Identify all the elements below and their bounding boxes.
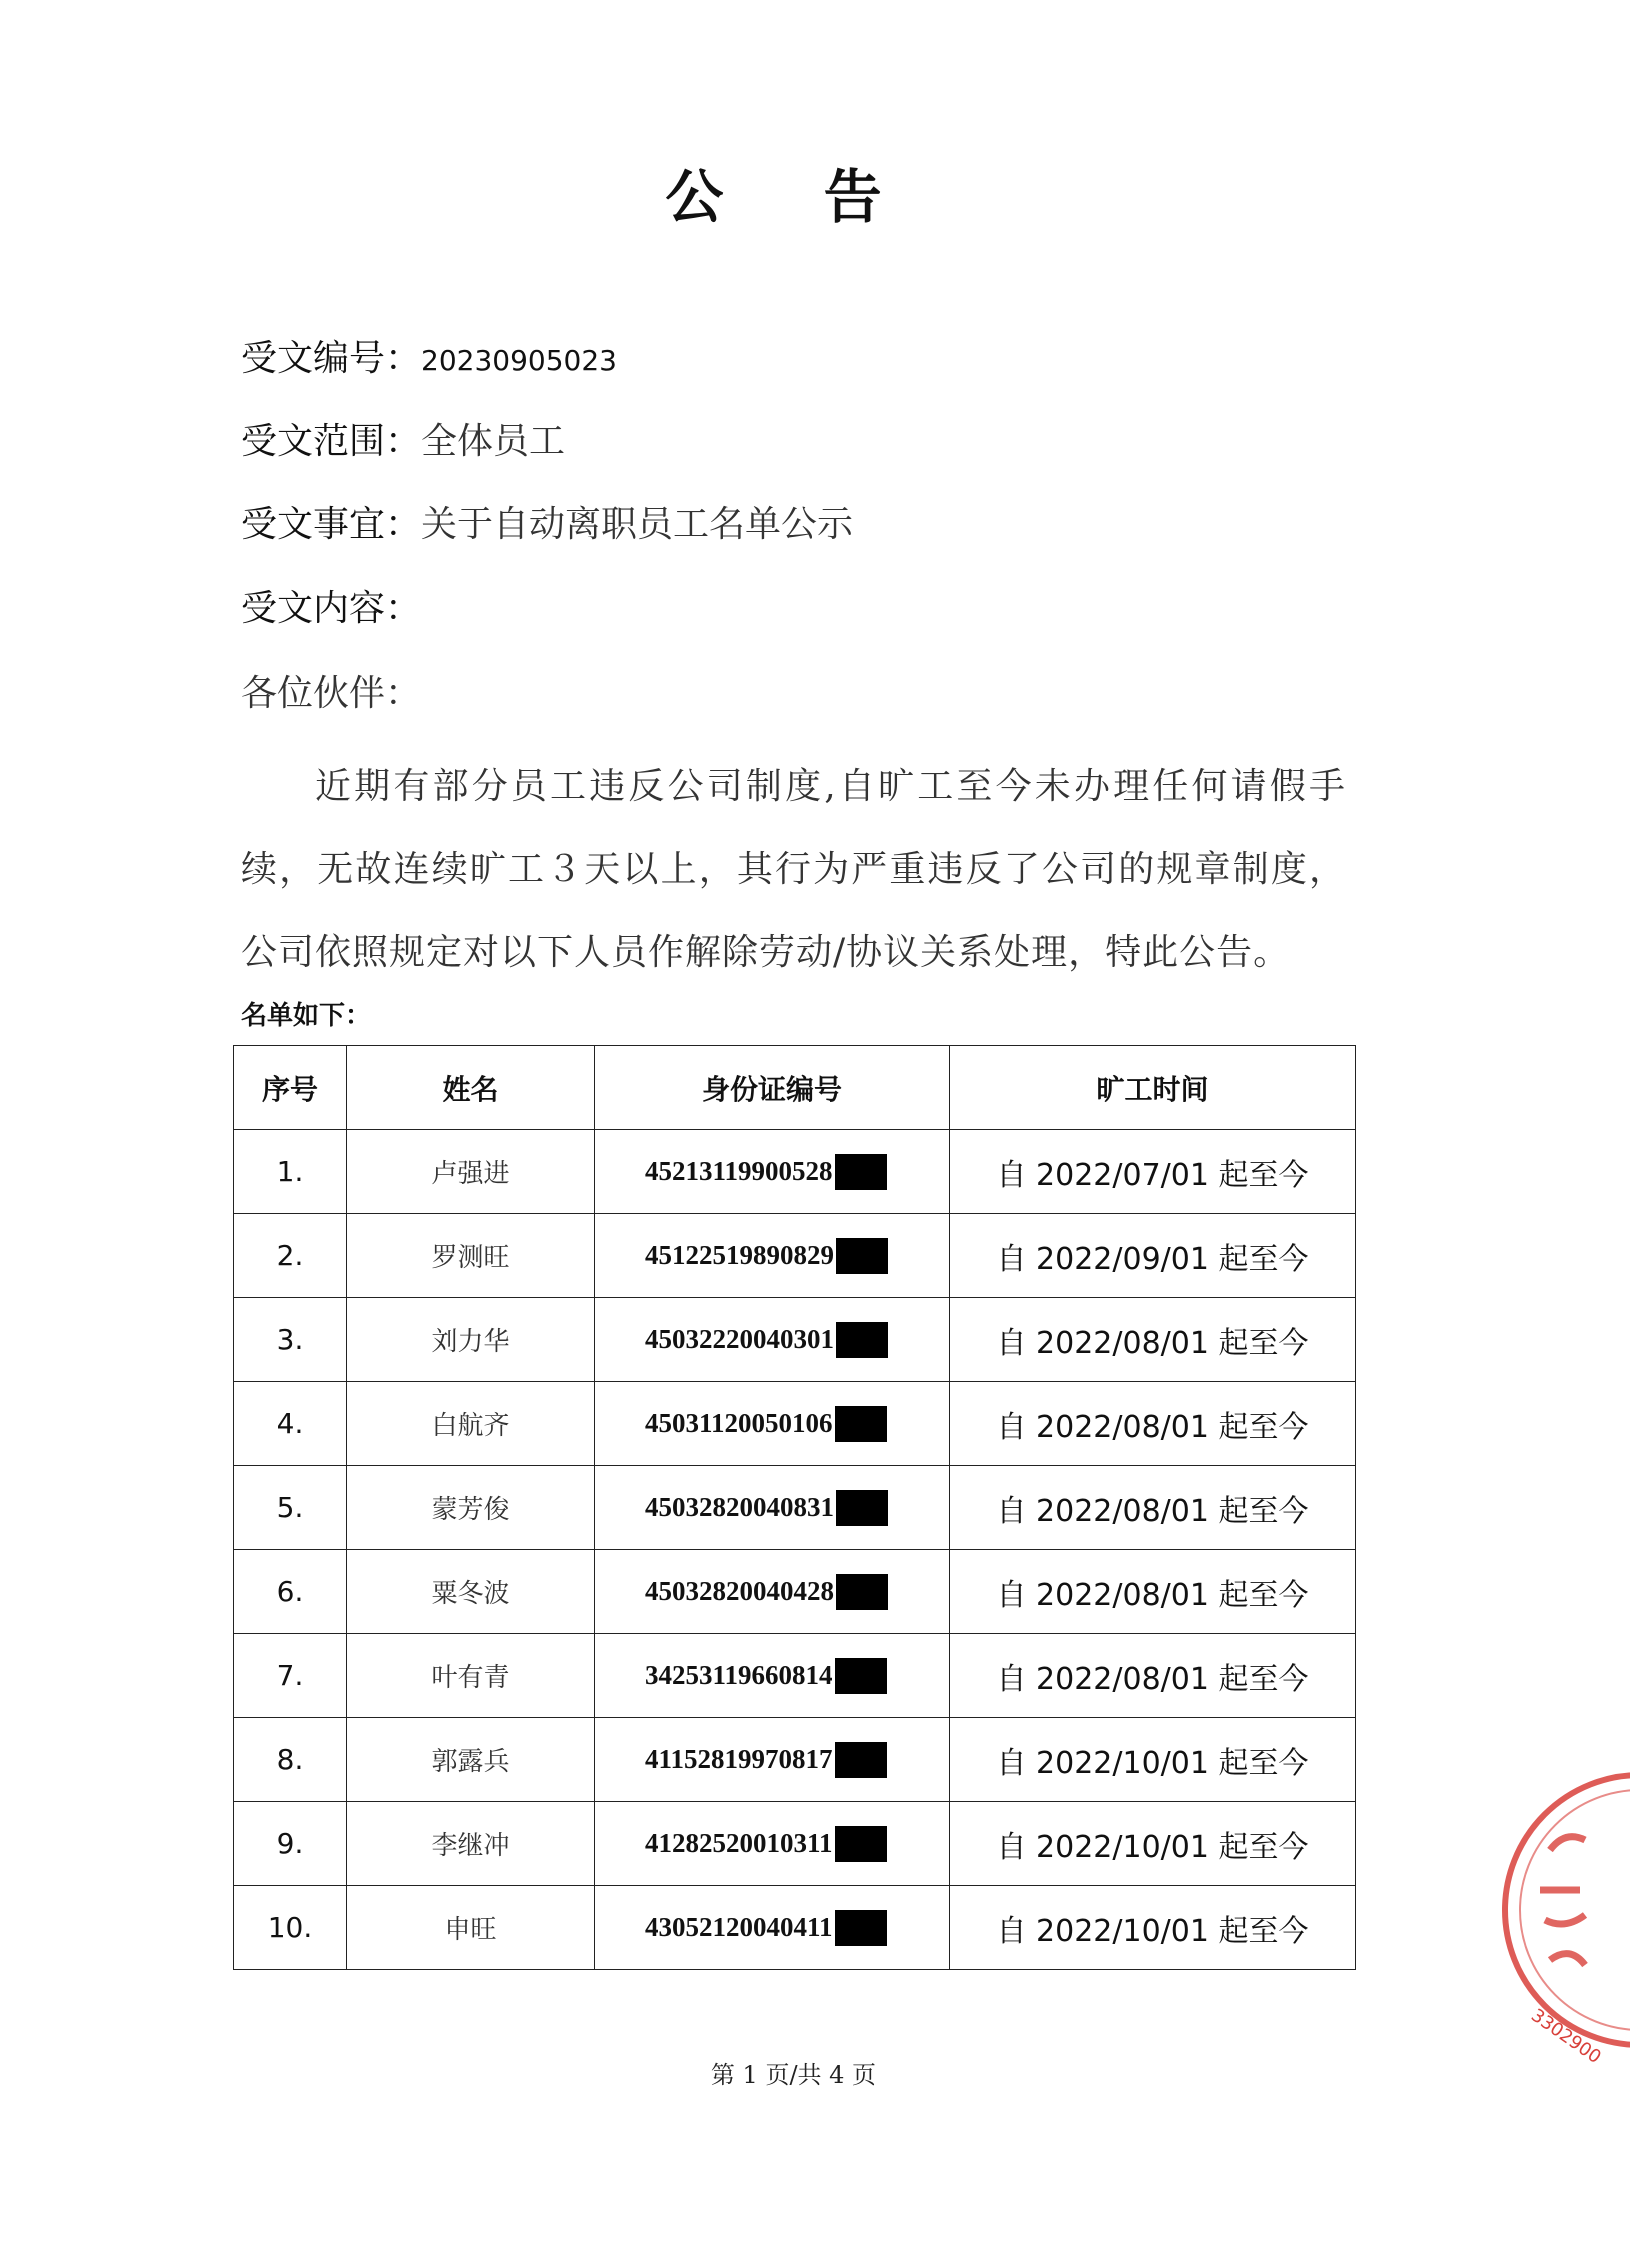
- list-label: 名单如下：: [241, 1001, 372, 1031]
- scope-value: 全体员工: [421, 421, 566, 462]
- row-name: 叶有青: [347, 1634, 595, 1718]
- row-name: 刘力华: [347, 1298, 595, 1382]
- row-id: [595, 1130, 950, 1214]
- table-body: [234, 1130, 1356, 1970]
- row-seq: 1.: [234, 1130, 347, 1214]
- row-seq: 6.: [234, 1550, 347, 1634]
- content-label: 受文内容：: [241, 588, 422, 629]
- row-id: [595, 1298, 950, 1382]
- row-absence: 自 2022/08/01 起至今: [950, 1550, 1356, 1634]
- table-row: [234, 1550, 1356, 1634]
- row-id-digits: 45032220040301: [645, 1324, 834, 1354]
- row-id: [595, 1886, 950, 1970]
- redaction-bar: [836, 1490, 888, 1526]
- row-id-digits: 45122519890829: [645, 1240, 834, 1270]
- content-line: [241, 580, 421, 631]
- row-seq: 7.: [234, 1634, 347, 1718]
- row-absence: 自 2022/10/01 起至今: [950, 1886, 1356, 1970]
- row-id-digits: 45213119900528: [645, 1156, 833, 1186]
- notice-paragraph: 近期有部分员工违反公司制度,自旷工至今未办理任何请假手续，无故连续旷工３天以上，其行为严重违反了公司的规章制度，公司依照规定对以下人员作解除劳动/协议关系处理，特此公告。: [241, 766, 1346, 973]
- header-absence: 旷工时间: [950, 1046, 1356, 1130]
- row-id: [595, 1466, 950, 1550]
- row-id-digits: 45031120050106: [645, 1408, 833, 1438]
- redaction-bar: [835, 1406, 887, 1442]
- row-seq: 9.: [234, 1802, 347, 1886]
- row-name: 罗测旺: [347, 1214, 595, 1298]
- redaction-bar: [835, 1742, 887, 1778]
- row-name: 粟冬波: [347, 1550, 595, 1634]
- row-absence: 自 2022/07/01 起至今: [950, 1130, 1356, 1214]
- table-row: [234, 1298, 1356, 1382]
- table-row: [234, 1718, 1356, 1802]
- row-name: 郭露兵: [347, 1718, 595, 1802]
- redaction-bar: [836, 1238, 888, 1274]
- row-seq: 2.: [234, 1214, 347, 1298]
- table-row: [234, 1214, 1356, 1298]
- header-id: 身份证编号: [595, 1046, 950, 1130]
- redaction-bar: [835, 1826, 887, 1862]
- row-name: 卢强进: [347, 1130, 595, 1214]
- scope-label: 受文范围：: [241, 421, 422, 462]
- header-seq: 序号: [234, 1046, 347, 1130]
- table-row: [234, 1802, 1356, 1886]
- row-name: 李继冲: [347, 1802, 595, 1886]
- matter-value: 关于自动离职员工名单公示: [421, 504, 854, 545]
- table-row: [234, 1886, 1356, 1970]
- row-id: [595, 1550, 950, 1634]
- matter-line: [241, 496, 853, 547]
- row-seq: 3.: [234, 1298, 347, 1382]
- row-id-digits: 41152819970817: [645, 1744, 833, 1774]
- row-id-digits: 43052120040411: [645, 1912, 833, 1942]
- redaction-bar: [835, 1154, 887, 1190]
- row-id-digits: 45032820040831: [645, 1492, 834, 1522]
- greeting: 各位伙伴：: [241, 673, 422, 714]
- table-row: [234, 1382, 1356, 1466]
- row-absence: 自 2022/09/01 起至今: [950, 1214, 1356, 1298]
- row-absence: 自 2022/08/01 起至今: [950, 1634, 1356, 1718]
- table-row: [234, 1634, 1356, 1718]
- row-absence: 自 2022/08/01 起至今: [950, 1466, 1356, 1550]
- row-seq: 5.: [234, 1466, 347, 1550]
- employee-table: [233, 1045, 1356, 1970]
- row-seq: 10.: [234, 1886, 347, 1970]
- row-absence: 自 2022/08/01 起至今: [950, 1382, 1356, 1466]
- redaction-bar: [836, 1322, 888, 1358]
- row-id-digits: 45032820040428: [645, 1576, 834, 1606]
- doc-number-label: 受文编号：: [241, 338, 422, 379]
- doc-number-value: 20230905023: [421, 344, 617, 377]
- row-absence: 自 2022/10/01 起至今: [950, 1802, 1356, 1886]
- table-row: [234, 1466, 1356, 1550]
- svg-text:3302900: 3302900: [1527, 2004, 1605, 2069]
- row-seq: 8.: [234, 1718, 347, 1802]
- row-name: 申旺: [347, 1886, 595, 1970]
- row-name: 白航齐: [347, 1382, 595, 1466]
- row-name: 蒙芳俊: [347, 1466, 595, 1550]
- notice-title: 公 告: [665, 163, 922, 231]
- redaction-bar: [835, 1658, 887, 1694]
- row-id-digits: 41282520010311: [645, 1828, 833, 1858]
- redaction-bar: [836, 1574, 888, 1610]
- row-id: [595, 1718, 950, 1802]
- row-id: [595, 1382, 950, 1466]
- row-absence: 自 2022/08/01 起至今: [950, 1298, 1356, 1382]
- table-row: [234, 1130, 1356, 1214]
- row-seq: 4.: [234, 1382, 347, 1466]
- redaction-bar: [835, 1910, 887, 1946]
- scope-line: [241, 413, 565, 464]
- row-id: [595, 1214, 950, 1298]
- doc-number-line: [241, 330, 617, 381]
- page-footer: 第 1 页/共 4 页: [710, 2061, 877, 2089]
- row-absence: 自 2022/10/01 起至今: [950, 1718, 1356, 1802]
- table-header-row: [234, 1046, 1356, 1130]
- company-seal: [1490, 1760, 1630, 2069]
- row-id: [595, 1802, 950, 1886]
- header-name: 姓名: [347, 1046, 595, 1130]
- matter-label: 受文事宜：: [241, 504, 422, 545]
- row-id-digits: 34253119660814: [645, 1660, 833, 1690]
- row-id: [595, 1634, 950, 1718]
